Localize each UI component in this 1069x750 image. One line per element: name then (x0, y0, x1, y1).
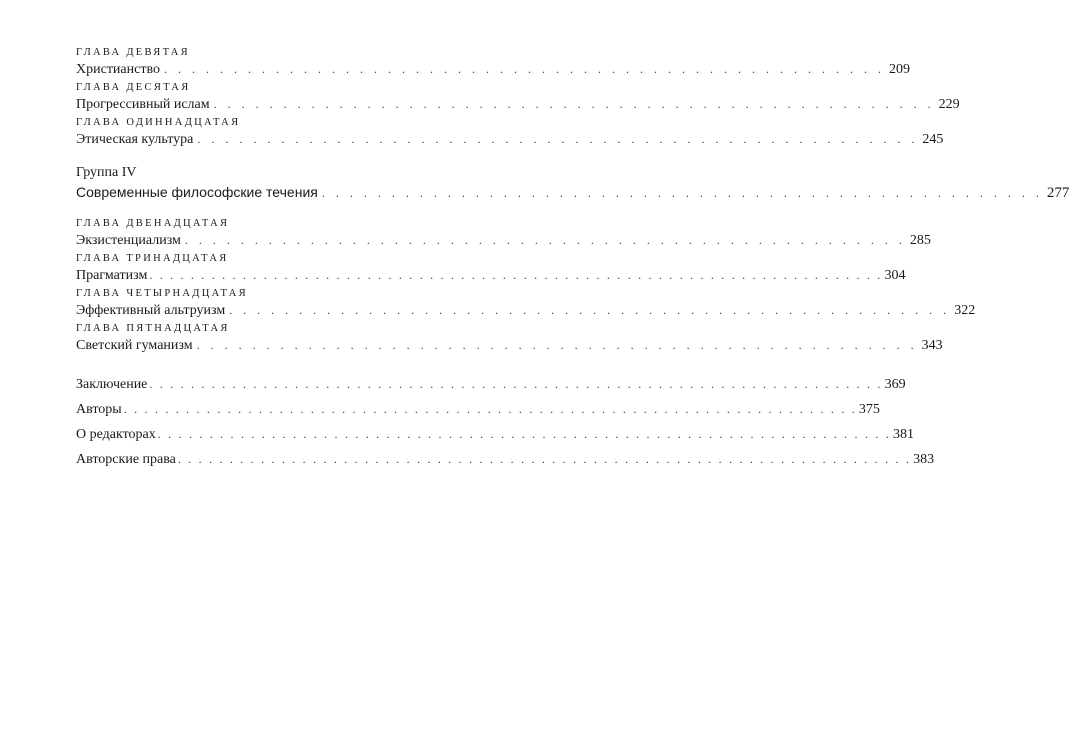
toc-entry-secular-humanism[interactable] (76, 336, 943, 355)
entry-page-number: 285 (909, 233, 931, 248)
table-of-contents (76, 44, 1069, 472)
chapter-label: ГЛАВА ДЕВЯТАЯ (76, 47, 190, 58)
chapter-label: ГЛАВА ЧЕТЫРНАДЦАТАЯ (76, 288, 248, 299)
entry-title: Авторы (76, 402, 122, 417)
entry-title: Прогрессивный ислам (76, 97, 210, 112)
entry-title: Этическая культура (76, 132, 194, 147)
group-label: Группа IV (76, 165, 137, 180)
entry-page-number: 375 (858, 402, 880, 417)
entry-title: Светский гуманизм (76, 338, 193, 353)
dot-leader: . . . . . . . . . . . . . . . . . . . . . . . . . . . . . . . . . . . . . . . . . . . . . . . . . . . . . . . . . . . . . . . . . . . . . . . (157, 427, 891, 441)
entry-page-number: 322 (954, 303, 976, 318)
toc-entry-existentialism[interactable] (76, 231, 931, 250)
dot-leader: . . . . . . . . . . . . . . . . . . . . . . . . . . . . . . . . . . . . . . . . . . . . . . . . . . . . (213, 97, 935, 111)
dot-leader: . . . . . . . . . . . . . . . . . . . . . . . . . . . . . . . . . . . . . . . . . . . . . . . . . . . . (321, 186, 1043, 200)
toc-entry-copyright[interactable] (76, 447, 935, 472)
chapter-label: ГЛАВА ТРИНАДЦАТАЯ (76, 253, 229, 264)
dot-leader: . . . . . . . . . . . . . . . . . . . . . . . . . . . . . . . . . . . . . . . . . . . . . . . . . . . . (197, 132, 919, 146)
entry-page-number: 245 (922, 132, 944, 147)
dot-leader: . . . . . . . . . . . . . . . . . . . . . . . . . . . . . . . . . . . . . . . . . . . . . . . . . . . . (196, 338, 918, 352)
entry-title: Эффективный альтруизм (76, 303, 226, 318)
chapter-label: ГЛАВА ДЕСЯТАЯ (76, 82, 191, 93)
entry-page-number: 277 (1046, 185, 1069, 201)
toc-entry-effective-altruism[interactable] (76, 301, 976, 320)
back-matter (76, 372, 935, 472)
chapter-label: ГЛАВА ПЯТНАДЦАТАЯ (76, 323, 230, 334)
dot-leader: . . . . . . . . . . . . . . . . . . . . . . . . . . . . . . . . . . . . . . . . . . . . . . . . . . . . (184, 233, 906, 247)
entry-page-number: 304 (884, 268, 906, 283)
toc-entry-conclusion[interactable] (76, 372, 906, 397)
toc-entry-progressive-islam[interactable] (76, 95, 960, 114)
dot-leader: . . . . . . . . . . . . . . . . . . . . . . . . . . . . . . . . . . . . . . . . . . . . . . . . . . . . (229, 303, 951, 317)
chapter-label: ГЛАВА ОДИННАДЦАТАЯ (76, 117, 241, 128)
entry-title: О редакторах (76, 427, 156, 442)
toc-entry-group-iv[interactable] (76, 182, 1069, 202)
toc-entry-ethical-culture[interactable] (76, 130, 944, 149)
dot-leader: . . . . . . . . . . . . . . . . . . . . . . . . . . . . . . . . . . . . . . . . . . . . . . . . . . . . . . . . . . . . . . . . . . . . . . . (149, 268, 883, 282)
entry-page-number: 383 (913, 452, 935, 467)
toc-entry-about-editors[interactable] (76, 422, 914, 447)
entry-page-number: 343 (921, 338, 943, 353)
dot-leader: . . . . . . . . . . . . . . . . . . . . . . . . . . . . . . . . . . . . . . . . . . . . . . . . . . . . (163, 62, 885, 76)
entry-page-number: 381 (892, 427, 914, 442)
dot-leader: . . . . . . . . . . . . . . . . . . . . . . . . . . . . . . . . . . . . . . . . . . . . . . . . . . . . . . . . . . . . . . . . . . . . . . . (149, 377, 883, 391)
entry-page-number: 229 (938, 97, 960, 112)
dot-leader: . . . . . . . . . . . . . . . . . . . . . . . . . . . . . . . . . . . . . . . . . . . . . . . . . . . . . . . . . . . . . . . . . . . . . . . (123, 402, 857, 416)
toc-entry-christianity[interactable] (76, 60, 910, 79)
entry-title: Авторские права (76, 452, 176, 467)
entry-title: Христианство (76, 62, 160, 77)
toc-entry-pragmatism[interactable] (76, 266, 906, 285)
entry-title: Экзистенциализм (76, 233, 181, 248)
entry-title: Заключение (76, 377, 148, 392)
toc-entry-authors[interactable] (76, 397, 880, 422)
entry-page-number: 209 (888, 62, 910, 77)
dot-leader: . . . . . . . . . . . . . . . . . . . . . . . . . . . . . . . . . . . . . . . . . . . . . . . . . . . . . . . . . . . . . . . . . . . . . . . (177, 452, 912, 466)
group-title: Современные философские течения (76, 184, 318, 200)
entry-page-number: 369 (884, 377, 906, 392)
chapter-label: ГЛАВА ДВЕНАДЦАТАЯ (76, 218, 230, 229)
entry-title: Прагматизм (76, 268, 148, 283)
